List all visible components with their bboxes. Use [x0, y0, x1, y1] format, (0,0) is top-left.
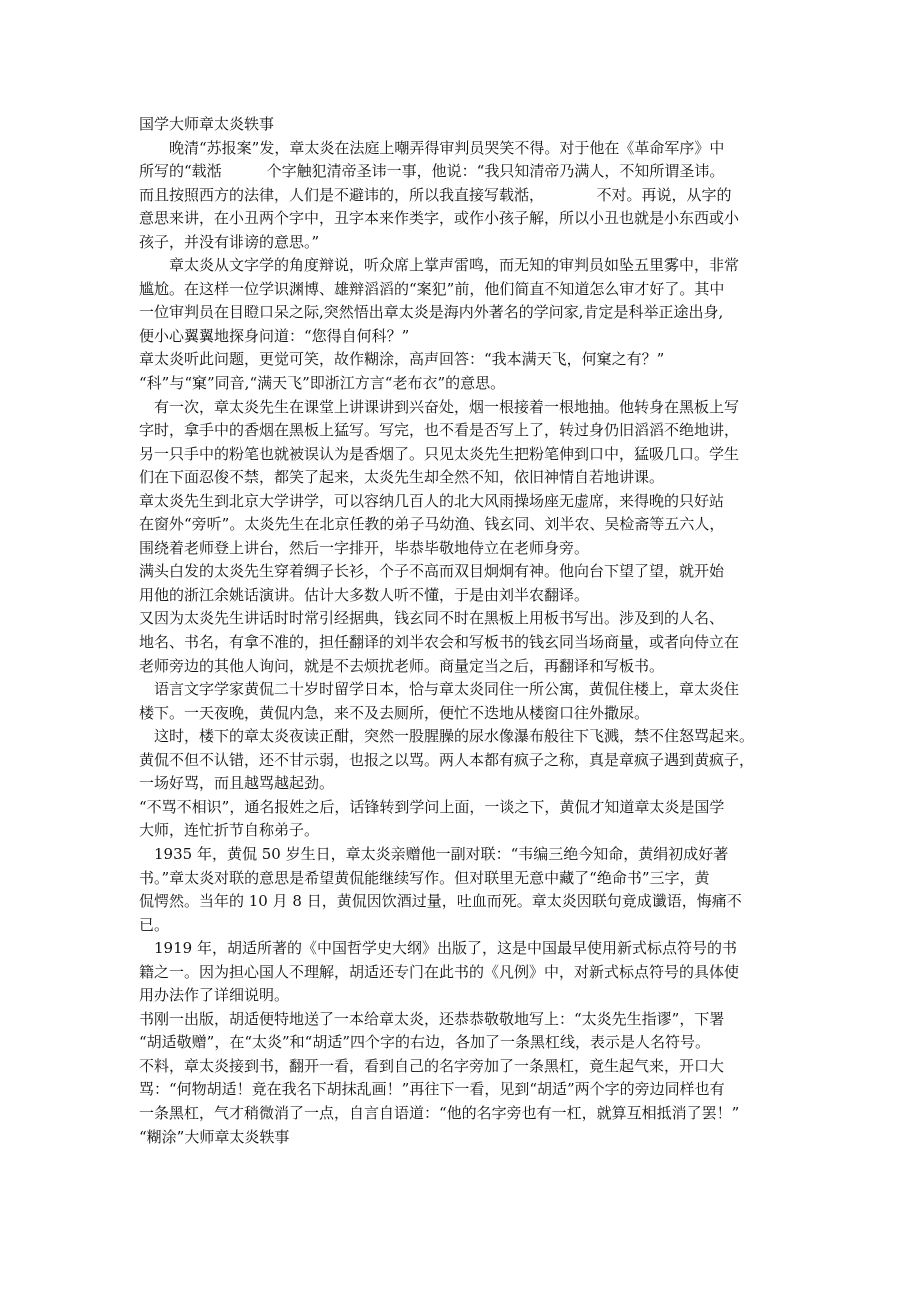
- text-line: 尴尬。在这样一位学识渊博、雄辩滔滔的“案犯”前，他们简直不知道怎么审才好了。其中: [139, 279, 725, 298]
- text-line: 老师旁边的其他人询问，就是不去烦扰老师。商量定当之后，再翻译和写板书。: [139, 656, 665, 675]
- text-line: 这时，楼下的章太炎夜读正酣，突然一股腥臊的尿水像瀑布般往下飞溅，禁不住怒骂起来。: [139, 727, 755, 746]
- text-line: 另一只手中的粉笔也就被误认为是香烟了。只见太炎先生把粉笔伸到口中，猛吸几口。学生: [139, 444, 740, 463]
- text-line: 书刚一出版，胡适便特地送了一本给章太炎，还恭恭敬敬地写上：“太炎先生指谬”，下署: [139, 1009, 725, 1028]
- text-line: 章太炎听此问题，更觉可笑，故作糊涂，高声回答：“我本满天飞，何窠之有？”: [139, 350, 665, 369]
- text-line: 所写的“载湉 个字触犯清帝圣讳一事，他说：“我只知清帝乃满人，不知所谓圣讳。: [139, 162, 725, 181]
- text-line: 在窗外“旁听”。太炎先生在北京任教的弟子马幼渔、钱玄同、刘半农、吴检斋等五六人，: [139, 515, 725, 534]
- document-body: [139, 113, 784, 1149]
- text-line: 们在下面忍俊不禁，都笑了起来，太炎先生却全然不知，依旧神情自若地讲课。: [139, 468, 665, 487]
- text-line: 意思来讲，在小丑两个字中，丑字本来作类字，或作小孩子解，所以小丑也就是小东西或小: [139, 209, 740, 228]
- text-line: 一位审判员在目瞪口呆之际,突然悟出章太炎是海内外著名的学问家,肯定是科举正途出身,: [139, 303, 724, 322]
- text-line: 有一次，章太炎先生在课堂上讲课讲到兴奋处，烟一根接着一根地抽。他转身在黑板上写: [139, 397, 740, 416]
- text-line: “科”与“窠”同音,“满天飞”即浙江方言“老布衣”的意思。: [139, 374, 506, 393]
- text-line: 一条黑杠，气才稍微消了一点，自言自语道：“他的名字旁也有一杠，就算互相抵消了罢！”: [139, 1103, 740, 1122]
- text-line: 语言文字学家黄侃二十岁时留学日本，恰与章太炎同住一所公寓，黄侃住楼上，章太炎住: [139, 680, 740, 699]
- text-line: 一场好骂，而且越骂越起劲。: [139, 774, 335, 793]
- text-line: 骂：“何物胡适！竟在我名下胡抹乱画！”再往下一看，见到“胡适”两个字的旁边同样也有: [139, 1080, 725, 1099]
- text-line: 地名、书名，有拿不准的，担任翻译的刘半农会和写板书的钱玄同当场商量，或者向侍立在: [139, 633, 740, 652]
- text-line: 书。”章太炎对联的意思是希望黄侃能继续写作。但对联里无意中藏了“绝命书”三字，黄: [139, 868, 710, 887]
- text-line: 侃愕然。当年的 10 月 8 日，黄侃因饮酒过量，吐血而死。章太炎因联句竟成谶语，悔痛不: [139, 892, 742, 911]
- text-line: 用他的浙江余姚话演讲。估计大多数人听不懂，于是由刘半农翻译。: [139, 585, 590, 604]
- text-line: “胡适敬赠”，在“太炎”和“胡适”四个字的右边，各加了一条黑杠线，表示是人名符号。: [139, 1033, 711, 1052]
- text-line: 楼下。一天夜晚，黄侃内急，来不及去厕所，便忙不迭地从楼窗口往外撒尿。: [139, 703, 650, 722]
- text-line: “不骂不相识”，通名报姓之后，话锋转到学问上面，一谈之下，黄侃才知道章太炎是国学: [139, 797, 725, 816]
- text-line: 满头白发的太炎先生穿着绸子长衫，个子不高而双目炯炯有神。他向台下望了望，就开始: [139, 562, 725, 581]
- text-line: 围绕着老师登上讲台，然后一字排开，毕恭毕敬地侍立在老师身旁。: [139, 538, 590, 557]
- text-line: 已。: [139, 915, 170, 934]
- text-line: 国学大师章太炎轶事: [139, 115, 275, 133]
- text-line: 孩子，并没有诽谤的意思。”: [139, 232, 320, 251]
- text-line: 晚清“苏报案”发，章太炎在法庭上嘲弄得审判员哭笑不得。对于他在《革命军序》中: [139, 138, 725, 157]
- text-line: 章太炎从文字学的角度辩说，听众席上掌声雷鸣，而无知的审判员如坠五里雾中，非常: [139, 256, 740, 275]
- text-line: 1919 年，胡适所著的《中国哲学史大纲》出版了，这是中国最早使用新式标点符号的书: [139, 939, 737, 958]
- text-line: 用办法作了详细说明。: [139, 986, 290, 1005]
- text-line: 字时，拿手中的香烟在黑板上猛写。写完，也不看是否写上了，转过身仍旧滔滔不绝地讲，: [139, 421, 740, 440]
- text-line: 1935 年，黄侃 50 岁生日，章太炎亲赠他一副对联：“韦编三绝今知命，黄绢初成好著: [139, 844, 729, 863]
- text-line: “糊涂”大师章太炎轶事: [139, 1127, 290, 1146]
- text-line: 黄侃不但不认错，还不甘示弱，也报之以骂。两人本都有疯子之称，真是章疯子遇到黄疯子，: [139, 750, 755, 769]
- text-line: 不料，章太炎接到书，翻开一看，看到自己的名字旁加了一条黑杠，竟生起气来，开口大: [139, 1056, 725, 1075]
- text-line: 便小心翼翼地探身问道：“您得自何科？”: [139, 326, 410, 345]
- text-line: 大师，连忙折节自称弟子。: [139, 821, 320, 840]
- text-line: 又因为太炎先生讲话时时常引经据典，钱玄同不时在黑板上用板书写出。涉及到的人名、: [139, 609, 725, 628]
- text-line: 籍之一。因为担心国人不理解，胡适还专门在此书的《凡例》中，对新式标点符号的具体使: [139, 962, 740, 981]
- text-line: 章太炎先生到北京大学讲学，可以容纳几百人的北大风雨操场座无虚席，来得晚的只好站: [139, 491, 725, 510]
- text-line: 而且按照西方的法律，人们是不避讳的，所以我直接写载湉， 不对。再说，从字的: [139, 185, 732, 204]
